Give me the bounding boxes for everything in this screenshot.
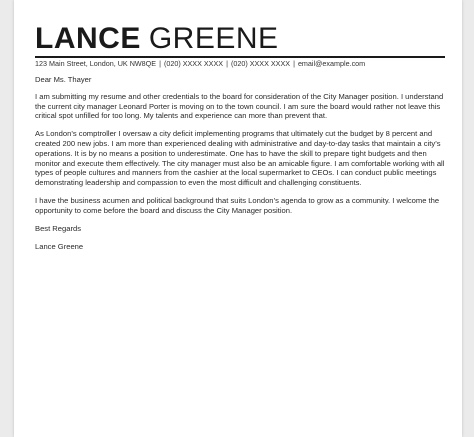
last-name: GREENE (148, 22, 279, 55)
letter-page (14, 0, 462, 437)
contact-mobile: (020) XXXX XXXX (230, 59, 291, 68)
contact-address: 123 Main Street, London, UK NW8QE (35, 59, 157, 68)
letter-body (35, 75, 450, 260)
first-name: LANCE (35, 22, 141, 55)
contact-phone: (020) XXXX XXXX (163, 59, 224, 68)
contact-separator: | (293, 59, 295, 68)
salutation: Dear Ms. Thayer (35, 75, 92, 84)
letter-header-name (35, 22, 279, 56)
paragraph-intro: I am submitting my resume and other credentials to the board for consideration of the City Manager position. I understand the current city manager Leonard Porter is moving on to the town council. I am sure the board would rather not leave this critical spot unfilled for too long. My talents and experience can more than prevent that. (35, 91, 444, 121)
contact-separator: | (159, 59, 161, 68)
paragraph-closing: I have the business acumen and political background that suits London’s agenda to grow as a community. I welcome the opportunity to come before the board and discuss the City Manager position. (35, 195, 440, 215)
contact-line (35, 59, 365, 69)
contact-separator: | (226, 59, 228, 68)
paragraph-experience: As London’s comptroller I oversaw a city deficit implementing programs that ultimately cut the budget by 8 percent and created 200 new jobs. I am more than experienced dealing with administrative and day-to-day tasks that maintain a city’s operations. It is by no means a position to underestimate. One has to have the skill to prepare tight budgets and then monitor and execute them effectively. The city manager must also be an amicable figure. I am comfortable working with all types of people cultures and manners from the cashier at the local supermarket to CEOs. I can conduct public meetings demonstrating leadership and compassion to even the most difficult and challenging constituents. (35, 129, 445, 188)
signature: Lance Greene (35, 242, 84, 252)
contact-email: email@example.com (297, 59, 366, 68)
closing: Best Regards (35, 223, 82, 233)
header-divider (35, 56, 445, 58)
